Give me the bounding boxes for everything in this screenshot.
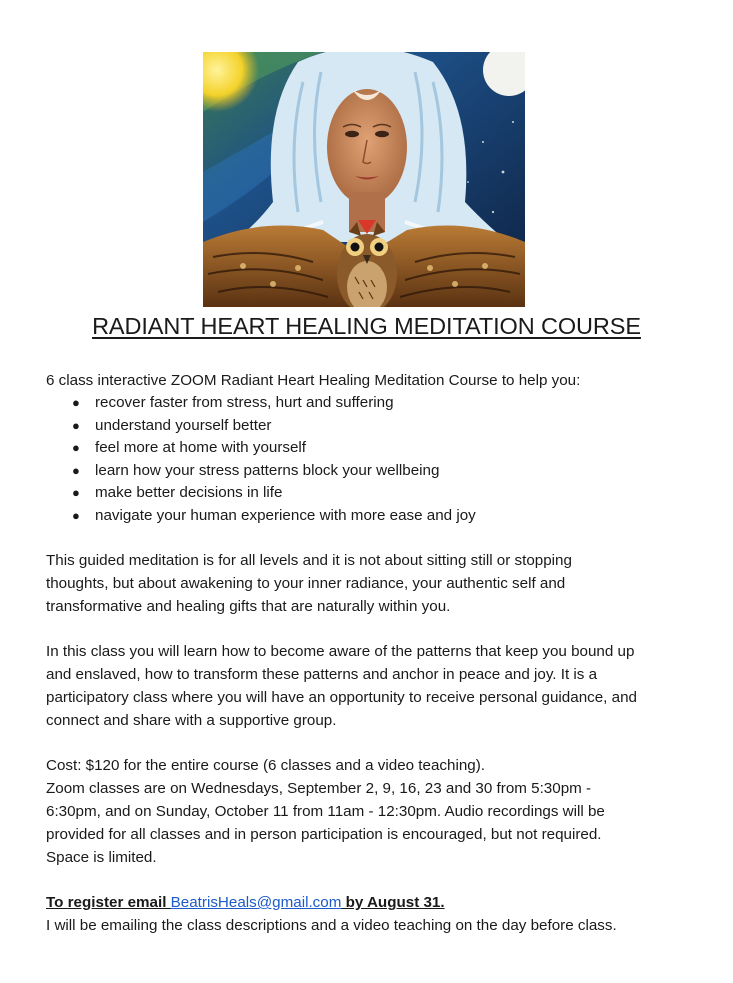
email-link[interactable]: BeatrisHeals@gmail.com bbox=[170, 894, 342, 911]
schedule-line: Zoom classes are on Wednesdays, September 2, 9, 16, 23 and 30 from 5:30pm - bbox=[46, 780, 592, 797]
list-item: ● recover faster from stress, hurt and suffering bbox=[46, 392, 716, 415]
list-item: ● understand yourself better bbox=[46, 415, 716, 438]
register-line bbox=[46, 891, 716, 914]
course-painting bbox=[203, 52, 525, 307]
cost-line: Cost: $120 for the entire course (6 classes and a video teaching). bbox=[46, 757, 485, 774]
bullet-icon: ● bbox=[72, 485, 80, 500]
register-suffix: by August 31. bbox=[341, 894, 445, 911]
paragraph-line: In this class you will learn how to become aware of the patterns that keep you bound up bbox=[46, 643, 635, 660]
space-line: Space is limited. bbox=[46, 849, 157, 866]
bullet-icon: ● bbox=[72, 440, 80, 455]
list-item: ● learn how your stress patterns block your wellbeing bbox=[46, 460, 716, 483]
bullet-icon: ● bbox=[72, 417, 80, 433]
bullet-icon: ● bbox=[72, 395, 80, 410]
benefits-list bbox=[46, 392, 716, 527]
class-paragraph bbox=[46, 640, 716, 732]
list-item: ● feel more at home with yourself bbox=[46, 437, 716, 460]
intro-text: 6 class interactive ZOOM Radiant Heart Healing Meditation Course to help you: bbox=[46, 372, 581, 389]
paragraph-line: participatory class where you will have an opportunity to receive personal guidance, and bbox=[46, 689, 637, 706]
page-title: RADIANT HEART HEALING MEDITATION COURSE bbox=[92, 313, 641, 339]
bullet-icon: ● bbox=[72, 507, 80, 523]
register-prefix: To register email bbox=[46, 894, 171, 911]
paragraph-line: thoughts, but about awakening to your inner radiance, your authentic self and bbox=[46, 575, 566, 592]
course-description bbox=[46, 369, 716, 937]
course-details bbox=[46, 754, 716, 869]
list-item: ● navigate your human experience with more ease and joy bbox=[46, 505, 716, 528]
schedule-line: provided for all classes and in person participation is encouraged, but not required. bbox=[46, 826, 602, 843]
paragraph-line: transformative and healing gifts that are naturally within you. bbox=[46, 598, 451, 615]
paragraph-line: connect and share with a supportive group. bbox=[46, 712, 337, 729]
closing-line: I will be emailing the class descriptions and a video teaching on the day before class. bbox=[46, 917, 617, 934]
paragraph-line: This guided meditation is for all levels and it is not about sitting still or stopping bbox=[46, 552, 572, 569]
schedule-line: 6:30pm, and on Sunday, October 11 from 11am - 12:30pm. Audio recordings will be bbox=[46, 803, 605, 820]
meditation-paragraph bbox=[46, 549, 716, 618]
list-item: ● make better decisions in life bbox=[46, 482, 716, 505]
bullet-icon: ● bbox=[72, 462, 80, 478]
paragraph-line: and enslaved, how to transform these patterns and anchor in peace and joy. It is a bbox=[46, 666, 598, 683]
